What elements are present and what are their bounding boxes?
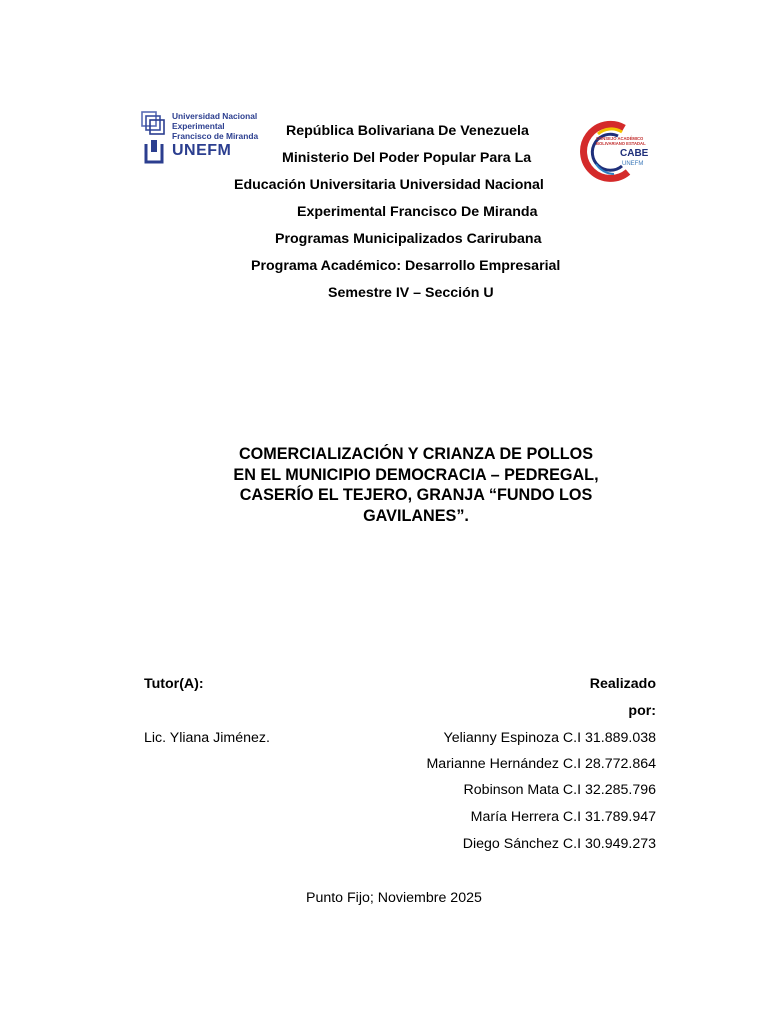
author-item: Marianne Hernández C.I 28.772.864 xyxy=(426,756,656,772)
header-line-programs: Programas Municipalizados Carirubana xyxy=(275,231,542,247)
tutor-name: Lic. Yliana Jiménez. xyxy=(144,730,270,746)
authors-label-line2: por: xyxy=(628,703,656,719)
header-line-university: Experimental Francisco De Miranda xyxy=(297,204,538,220)
unefm-logo xyxy=(140,108,258,168)
title-line: GAVILANES”. xyxy=(363,506,469,525)
author-item: Robinson Mata C.I 32.285.796 xyxy=(463,782,656,798)
header-line-ministry: Ministerio Del Poder Popular Para La xyxy=(282,150,532,166)
cabe-logo xyxy=(578,120,662,182)
authors-label-line1: Realizado xyxy=(589,676,656,692)
tutor-label: Tutor(A): xyxy=(144,676,204,692)
author-item: María Herrera C.I 31.789.947 xyxy=(470,809,656,825)
cabe-logo-acronym: CABE xyxy=(620,148,649,159)
unefm-emblem-icon xyxy=(140,110,168,166)
cabe-logo-text: CONSEJO ACADÉMICO BOLIVARIANO ESTADAL xyxy=(596,136,646,146)
document-title xyxy=(200,444,632,526)
place-date: Punto Fijo; Noviembre 2025 xyxy=(306,890,482,906)
author-item: Diego Sánchez C.I 30.949.273 xyxy=(462,836,656,852)
header-line-republic: República Bolivariana De Venezuela xyxy=(286,123,529,139)
header-line-semester: Semestre IV – Sección U xyxy=(328,285,494,301)
unefm-logo-text: Universidad Nacional Experimental Francisco de Miranda xyxy=(172,111,259,141)
author-item: Yelianny Espinoza C.I 31.889.038 xyxy=(443,730,656,746)
cabe-logo-sub: UNEFM xyxy=(622,161,644,167)
title-line: COMERCIALIZACIÓN Y CRIANZA DE POLLOS xyxy=(238,445,594,463)
title-line: EN EL MUNICIPIO DEMOCRACIA – PEDREGAL, xyxy=(233,465,599,484)
unefm-logo-acronym: UNEFM xyxy=(172,142,232,159)
header-line-education: Educación Universitaria Universidad Nacional xyxy=(234,177,544,193)
header-line-academic-program: Programa Académico: Desarrollo Empresarial xyxy=(251,258,561,274)
title-line: CASERÍO EL TEJERO, GRANJA “FUNDO LOS xyxy=(239,486,593,504)
